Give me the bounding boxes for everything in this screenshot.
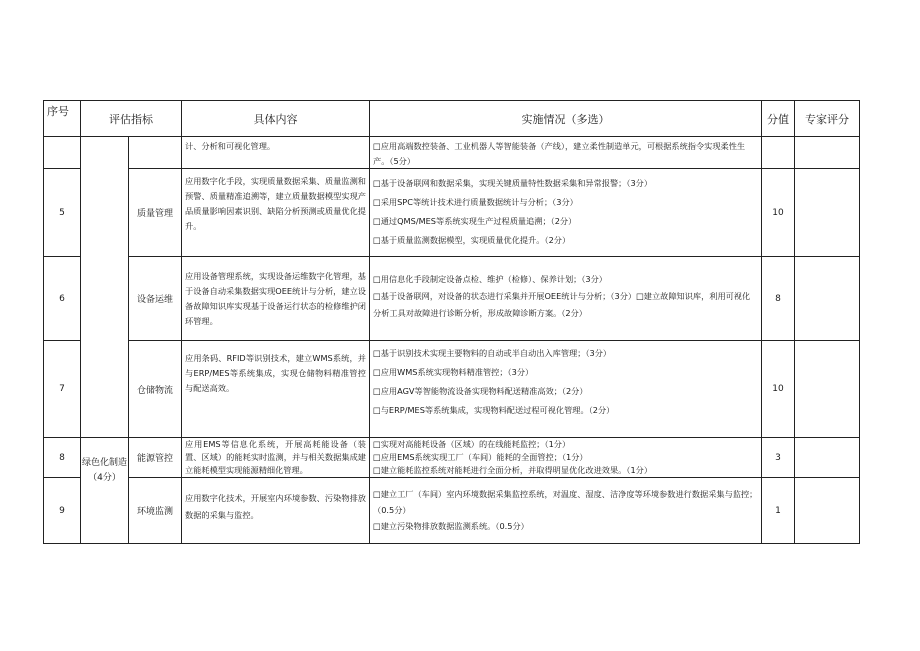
header-score: 分值 [762, 101, 795, 137]
row-9-expert[interactable] [795, 478, 860, 544]
row-5-options [370, 169, 762, 257]
row-0-option: □应用高端数控装备、工业机器人等智能装备（产线），建立柔性制造单元，可根据系统指令实现柔性生产。（5分） [373, 141, 746, 166]
row-5-option: □基于质量监测数据模型，实现质量优化提升。（2分） [373, 235, 571, 245]
row-5-score: 10 [762, 169, 795, 257]
row-0-sub [129, 137, 182, 169]
row-6-no: 6 [44, 257, 81, 341]
row-9-content: 应用数字化技术，开展室内环境参数、污染物排放数据的采集与监控。 [182, 478, 370, 544]
row-7-expert[interactable] [795, 341, 860, 438]
row-9-no: 9 [44, 478, 81, 544]
row-5-sub: 质量管理 [129, 169, 182, 257]
row-8-content: 应用EMS等信息化系统，开展高耗能设备（装置、区域）的能耗实时监测，并与相关数据集成建立能耗模型实现能源精细化管理。 [182, 438, 370, 478]
header-content: 具体内容 [182, 101, 370, 137]
row-8-no: 8 [44, 438, 81, 478]
row-8-score: 3 [762, 438, 795, 478]
row-6-score: 8 [762, 257, 795, 341]
row-8-option: □应用EMS系统实现工厂（车间）能耗的全面管控；（1分） [373, 452, 588, 462]
evaluation-table [43, 100, 860, 544]
row-6-sub: 设备运维 [129, 257, 182, 341]
row-5-expert[interactable] [795, 169, 860, 257]
header-seq: 序号 [44, 101, 81, 137]
row-7-content: 应用条码、RFID等识别技术，建立WMS系统，并与ERP/MES等系统集成，实现仓储物料精准管控与配送高效。 [182, 341, 370, 438]
row-5-no: 5 [44, 169, 81, 257]
row-8-option: □实现对高能耗设备（区域）的在线能耗监控；（1分） [373, 439, 571, 449]
row-7-options [370, 341, 762, 438]
row-9-sub: 环境监测 [129, 478, 182, 544]
header-indicator: 评估指标 [81, 101, 182, 137]
row-9-option: □建立污染物排放数据监测系统。（0.5分） [373, 521, 529, 531]
row-8-option: □建立能耗监控系统对能耗进行全面分析，并取得明显优化改进效果。（1分） [373, 465, 653, 475]
row-9-score: 1 [762, 478, 795, 544]
row-7-option: □应用WMS系统实现物料精准管控；（3分） [373, 367, 534, 377]
category-cell-top [81, 137, 129, 438]
row-0-options [370, 137, 762, 169]
row-7-option: □基于识别技术实现主要物料的自动或半自动出入库管理；（3分） [373, 348, 612, 358]
row-8-options [370, 438, 762, 478]
row-5-option: □基于设备联网和数据采集，实现关键质量特性数据采集和异常报警；（3分） [373, 178, 653, 188]
row-6-expert[interactable] [795, 257, 860, 341]
row-7-sub: 仓储物流 [129, 341, 182, 438]
header-implementation: 实施情况（多选） [370, 101, 762, 137]
row-0-content: 计、分析和可视化管理。 [182, 137, 370, 169]
row-9-option: □建立工厂（车间）室内环境数据采集监控系统，对温度、湿度、洁净度等环境参数进行数据采集与监控；（0.5分） [373, 489, 758, 515]
row-6-option: □基于设备联网，对设备的状态进行采集并开展OEE统计与分析；（3分）□建立故障知识库，利用可视化分析工具对故障进行诊断分析，形成故障诊断方案。（2分） [373, 291, 751, 318]
row-0-score [762, 137, 795, 169]
row-5-content: 应用数字化手段，实现质量数据采集、质量监测和预警、质量精准追溯等，建立质量数据模型实现产品质量影响因素识别、缺陷分析预测或质量优化提升。 [182, 169, 370, 257]
header-expert: 专家评分 [795, 101, 860, 137]
row-8-expert[interactable] [795, 438, 860, 478]
row-0-no [44, 137, 81, 169]
row-7-score: 10 [762, 341, 795, 438]
row-6-content: 应用设备管理系统，实现设备运维数字化管理，基于设备自动采集数据实现OEE统计与分析，建立设备故障知识库实现基于设备运行状态的检修维护闭环管理。 [182, 257, 370, 341]
category-green: 绿色化制造（4分） [81, 438, 129, 544]
row-5-option: □通过QMS/MES等系统实现生产过程质量追溯；（2分） [373, 216, 577, 226]
row-6-options [370, 257, 762, 341]
row-9-options [370, 478, 762, 544]
row-5-option: □采用SPC等统计技术进行质量数据统计与分析；（3分） [373, 197, 578, 207]
row-8-sub: 能源管控 [129, 438, 182, 478]
row-0-expert[interactable] [795, 137, 860, 169]
row-7-option: □应用AGV等智能物流设备实现物料配送精准高效；（2分） [373, 386, 588, 396]
row-6-option: □用信息化手段制定设备点检、维护（检修）、保养计划；（3分） [373, 274, 607, 284]
row-7-option: □与ERP/MES等系统集成，实现物料配送过程可视化管理。（2分） [373, 405, 615, 415]
row-7-no: 7 [44, 341, 81, 438]
